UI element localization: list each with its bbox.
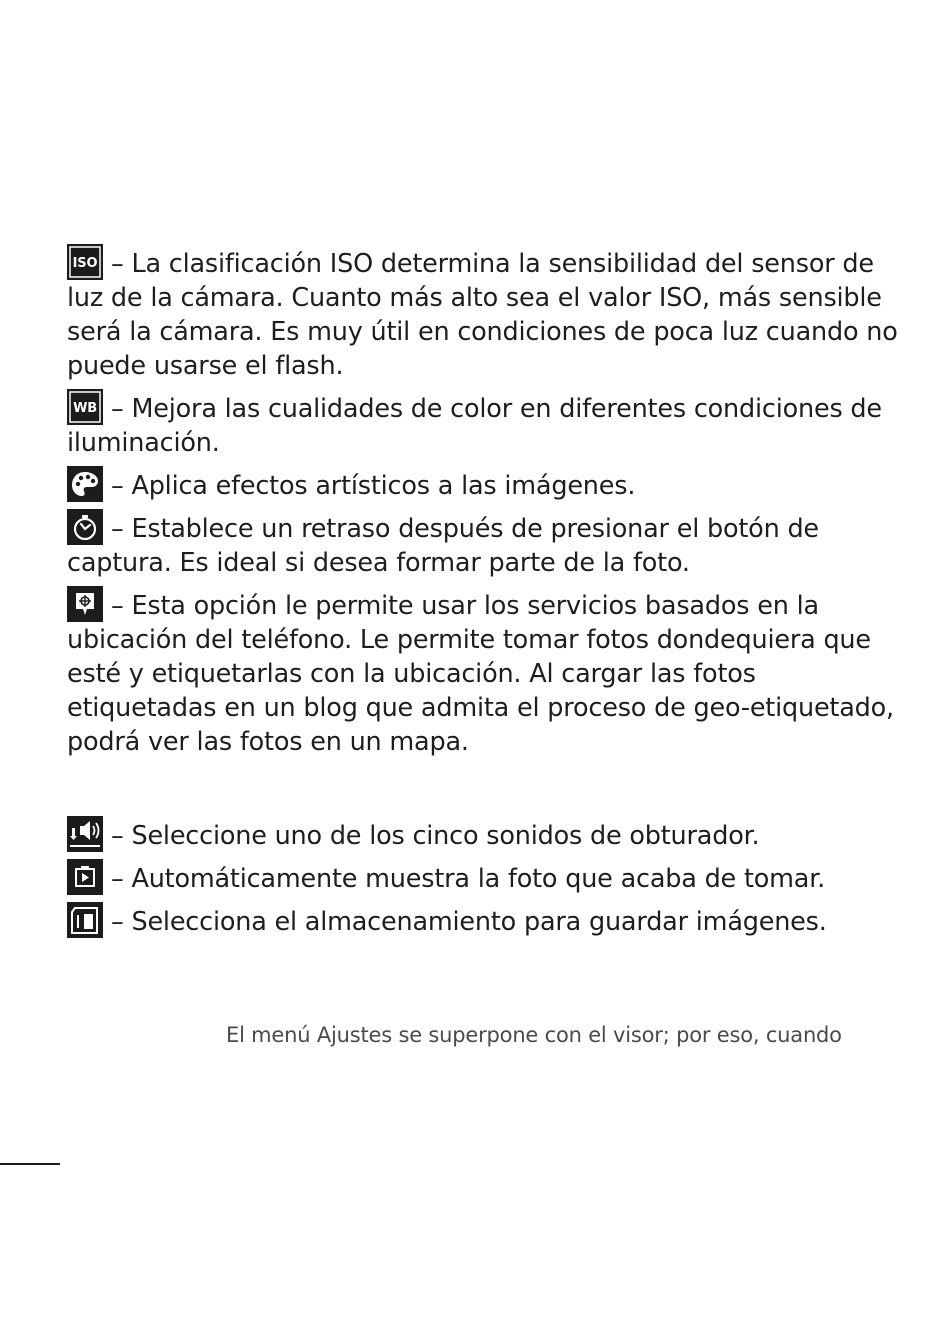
color-effect-text: – Aplica efectos artísticos a las imágenes. — [111, 471, 636, 501]
settings-note: El menú Ajustes se superpone con el visor; por eso, cuando — [226, 1023, 842, 1047]
geotag-icon — [67, 586, 103, 622]
shutter-sound-description — [67, 816, 912, 853]
footer-rule — [0, 1163, 60, 1165]
auto-review-description — [67, 859, 912, 896]
timer-text: – Establece un retraso después de presionar el botón de captura. Es ideal si desea formar parte de la foto. — [67, 514, 819, 578]
timer-description — [67, 509, 912, 580]
shutter-sound-icon — [67, 816, 103, 852]
color-effect-icon — [67, 466, 103, 502]
white-balance-icon — [67, 389, 103, 425]
shutter-sound-text: – Seleccione uno de los cinco sonidos de obturador. — [111, 821, 760, 851]
storage-icon — [67, 902, 103, 938]
iso-icon-label: ISO — [72, 256, 98, 271]
color-effect-description — [67, 466, 912, 503]
storage-description — [67, 902, 912, 939]
auto-review-text: – Automáticamente muestra la foto que acaba de tomar. — [111, 864, 826, 894]
white-balance-text: – Mejora las cualidades de color en diferentes condiciones de iluminación. — [67, 394, 882, 458]
geotag-text: – Esta opción le permite usar los servicios basados en la ubicación del teléfono. Le permite tomar fotos dondequiera que esté y etiquetarlas con la ubicación. Al cargar las fotos etiquetadas en un blog que admita el proceso de geo-etiquetado, podrá ver las fotos en un mapa. — [67, 591, 894, 757]
wb-icon-label: WB — [73, 401, 97, 416]
iso-icon — [67, 244, 103, 280]
storage-text: – Selecciona el almacenamiento para guardar imágenes. — [111, 907, 827, 937]
white-balance-description — [67, 389, 912, 460]
section-gap — [67, 765, 912, 816]
iso-text: – La clasificación ISO determina la sensibilidad del sensor de luz de la cámara. Cuanto más alto sea el valor ISO, más sensible será la cámara. Es muy útil en condiciones de poca luz cuando no puede usarse el flash. — [67, 249, 898, 381]
geotag-description — [67, 586, 912, 759]
settings-description-list — [67, 244, 912, 945]
timer-icon — [67, 509, 103, 545]
auto-review-icon — [67, 859, 103, 895]
iso-description — [67, 244, 912, 383]
